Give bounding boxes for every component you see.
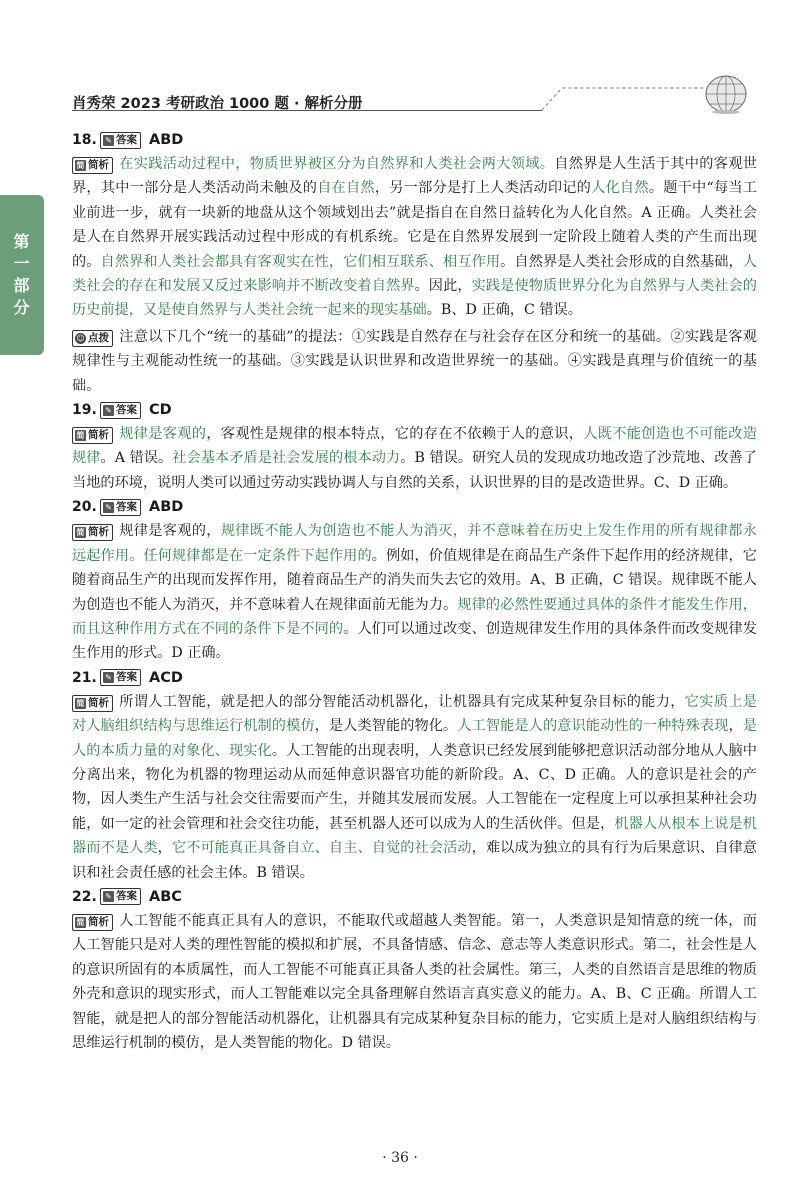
- badge-label: 点拨: [88, 331, 109, 344]
- highlighted-text: 是人的本质力量的对象化、现实化: [72, 718, 757, 759]
- answer-badge: [100, 402, 141, 419]
- header-title: 肖秀荣 2023 考研政治 1000 题 · 解析分册: [72, 96, 363, 112]
- highlighted-text: 它实质上是对人脑组织结构与思维运行机制的模仿: [72, 693, 757, 735]
- answer-icon: ✎: [103, 672, 114, 683]
- body-text: ，难以成为独立的具有行为后果意识、自律意识和社会责任感的社会主体。B 错误。: [72, 840, 757, 881]
- question-number: 20.: [72, 499, 97, 516]
- badge-label: 答案: [116, 403, 137, 416]
- body-text: ，: [728, 718, 743, 735]
- highlighted-text: 自在自然: [317, 180, 375, 197]
- tip-icon: ☺: [76, 333, 85, 343]
- answer-value: ABD: [149, 132, 184, 148]
- body-text: 。人们可以通过改变、创造规律发生作用的具体条件而改变规律发生作用的形式。D 正确。: [72, 620, 757, 662]
- question-number: 19.: [72, 402, 97, 419]
- answer-badge: [100, 132, 141, 149]
- question-header: [72, 398, 757, 422]
- body-text: 人工智能不能真正具有人的意识，不能取代或超越人类智能。第一，人类意识是知情意的统一体，而人工智能只是对人类的理性智能的模拟和扩展，不具备情感、信念、意志等人类意识形式。第二，社会性是人的意识所固有的本质属性，而人工智能不可能真正具备人类的社会属性。第三，人类的自然语言是思维的物质外壳和意识的现实形式，而人工智能难以完全具备理解自然语言真实意义的能力。A、B、C 正确。所谓人工智能，就是把人的部分智能活动机器化，让机器具有完成某种复杂目标的能力，它实质上是对人脑组织结构与思维运行机制的模仿，是人类智能的物化。D 错误。: [72, 912, 757, 1051]
- analysis-paragraph: [72, 690, 757, 885]
- tip-badge: [72, 330, 113, 347]
- analysis-icon: 简: [76, 698, 85, 708]
- body-text: ，是人类智能的物化。: [314, 718, 458, 735]
- body-text: 。因此，: [414, 278, 472, 295]
- question-block: [72, 885, 757, 1055]
- side-tab-char: 分: [13, 298, 31, 317]
- question-header: [72, 666, 757, 690]
- highlighted-text: 人工智能是人的意识能动性的一种特殊表现: [457, 718, 729, 735]
- part-side-tab: [0, 195, 44, 355]
- body-text: 。人工智能的出现表明，人类意识已经发展到能够把意识活动部分地从人脑中分离出来，物化为机器的物理运动从而延伸意识器官功能的新阶段。A、C、D 正确。人的意识是社会的产物，因人类生产生活与社会交往需要而产生，并随其发展而发展。人工智能在一定程度上可以承担某种社会功能，如一定的社会管理和社会交往功能，甚至机器人还可以成为人的生活伙伴。但是，: [72, 742, 757, 832]
- side-tab-char: 一: [13, 254, 31, 273]
- page-number: · 36 ·: [382, 1150, 418, 1166]
- highlighted-text: 人既不能创造也不可能改造规律: [72, 426, 757, 467]
- highlighted-text: 实践是使物质世界分化为自然界与人类社会的历史前提，又是使自然界与人类社会统一起来的现实基础: [72, 278, 757, 319]
- analysis-paragraph: [72, 519, 757, 665]
- body-text: ，客观性是规律的根本特点，它的存在不依赖于人的意识，: [206, 426, 584, 443]
- badge-label: 简析: [88, 696, 109, 709]
- answer-content: [72, 128, 757, 1055]
- question-header: [72, 495, 757, 519]
- answer-value: ABC: [149, 888, 182, 905]
- answer-badge: [100, 499, 141, 516]
- analysis-badge: [72, 524, 113, 541]
- body-text: 。A 错误。: [100, 450, 173, 467]
- body-text: ，: [157, 840, 172, 857]
- highlighted-text: 规律是客观的: [119, 426, 207, 443]
- badge-label: 简析: [88, 159, 109, 171]
- badge-label: 答案: [116, 133, 137, 146]
- answer-icon: ✎: [103, 891, 114, 902]
- answer-badge: [100, 669, 141, 686]
- answer-value: ACD: [149, 669, 183, 686]
- analysis-paragraph: [72, 909, 757, 1055]
- analysis-badge: [72, 914, 113, 931]
- answer-value: CD: [149, 402, 172, 419]
- analysis-paragraph: [72, 152, 757, 323]
- question-header: [72, 885, 757, 909]
- answer-value: ABD: [149, 499, 184, 516]
- analysis-icon: 简: [76, 528, 85, 538]
- header-rule: [72, 110, 542, 111]
- analysis-paragraph: [72, 422, 757, 495]
- highlighted-text: 它不可能真正具备自立、自主、自觉的社会活动: [171, 840, 472, 857]
- question-number: 22.: [72, 888, 97, 905]
- highlighted-text: 规律既不能人为创造也不能人为消灭，并不意味着在历史上发生作用的所有规律都永远起作用。任何规律都是在一定条件下起作用的: [72, 523, 757, 564]
- body-text: 。题干中“每当工业前进一步，就有一块新的地盘从这个领域划出去”就是指自在自然日益转化为人化自然。A 正确。人类社会是人在自然界开展实践活动过程中形成的有机系统。它是在自然界发展到一定阶段上随着人类的产生而出现的。: [72, 180, 757, 270]
- body-text: 规律是客观的，: [119, 523, 221, 540]
- body-text: 。B、D 正确，C 错误。: [426, 302, 582, 319]
- badge-label: 答案: [116, 500, 137, 513]
- side-tab-char: 部: [13, 276, 31, 295]
- answer-icon: ✎: [103, 135, 114, 146]
- question-header: [72, 128, 757, 152]
- question-block: [72, 495, 757, 665]
- badge-label: 简析: [88, 429, 109, 442]
- analysis-badge: [72, 695, 113, 712]
- body-text: ，另一部分是打上人类活动印记的: [374, 180, 592, 197]
- question-block: [72, 666, 757, 885]
- highlighted-text: 人化自然: [591, 180, 649, 197]
- tip-paragraph: [72, 325, 757, 398]
- highlighted-text: 人类社会的存在和发展又反过来影响并不断改变着自然界: [72, 253, 757, 295]
- body-text: 。自然界是人类社会形成的自然基础，: [500, 253, 743, 270]
- question-block: [72, 398, 757, 495]
- highlighted-text: 自然界和人类社会都具有客观实在性，它们相互联系、相互作用: [100, 253, 501, 270]
- badge-label: 答案: [116, 671, 137, 684]
- highlighted-text: 机器人从根本上说是机器而不是人类: [72, 815, 757, 857]
- body-text: 自然界是人生活于其中的客观世界，其中一部分是人类活动尚未触及的: [72, 156, 757, 197]
- tip-text: 注意以下几个“统一的基础”的提法：①实践是自然存在与社会存在区分和统一的基础。②实践是客观规律性与主观能动性统一的基础。③实践是认识世界和改造世界统一的基础。④实践是真理与价值统一的基础。: [72, 328, 757, 394]
- globe-icon: [700, 70, 752, 114]
- badge-label: 简析: [88, 915, 109, 928]
- badge-label: 简析: [88, 526, 109, 539]
- question-number: 18.: [72, 132, 97, 148]
- question-block: [72, 128, 757, 398]
- analysis-icon: 简: [76, 917, 85, 927]
- analysis-badge: [72, 157, 113, 174]
- analysis-badge: [72, 427, 113, 444]
- body-text: 。B 错误。研究人员的发现成功地改造了沙荒地、改善了当地的环境，说明人类可以通过劳动实践协调人与自然的关系，认识世界的目的是改造世界。C、D 正确。: [72, 450, 757, 491]
- highlighted-text: 在实践活动过程中，物质世界被区分为自然界和人类社会两大领域。: [119, 156, 555, 172]
- analysis-icon: 简: [76, 161, 85, 170]
- highlighted-text: 社会基本矛盾是社会发展的根本动力: [172, 450, 401, 467]
- answer-icon: ✎: [103, 502, 114, 513]
- body-text: 所谓人工智能，就是把人的部分智能活动机器化，让机器具有完成某种复杂目标的能力，: [119, 693, 685, 710]
- header-dashed-line: [542, 86, 722, 110]
- answer-icon: ✎: [103, 405, 114, 416]
- badge-label: 答案: [116, 890, 137, 903]
- answer-badge: [100, 888, 141, 905]
- highlighted-text: 规律的必然性要通过具体的条件才能发生作用，而且这种作用方式在不同的条件下是不同的: [72, 596, 757, 637]
- analysis-icon: 简: [76, 431, 85, 441]
- question-number: 21.: [72, 669, 97, 686]
- side-tab-char: 第: [13, 232, 31, 251]
- body-text: 。例如，价值规律是在商品生产条件下起作用的经济规律，它随着商品生产的出现而发挥作用，随着商品生产的消失而失去它的效用。A、B 正确，C 错误。规律既不能人为创造也不能人为消灭，并不意味着人在规律面前无能为力。: [72, 547, 757, 613]
